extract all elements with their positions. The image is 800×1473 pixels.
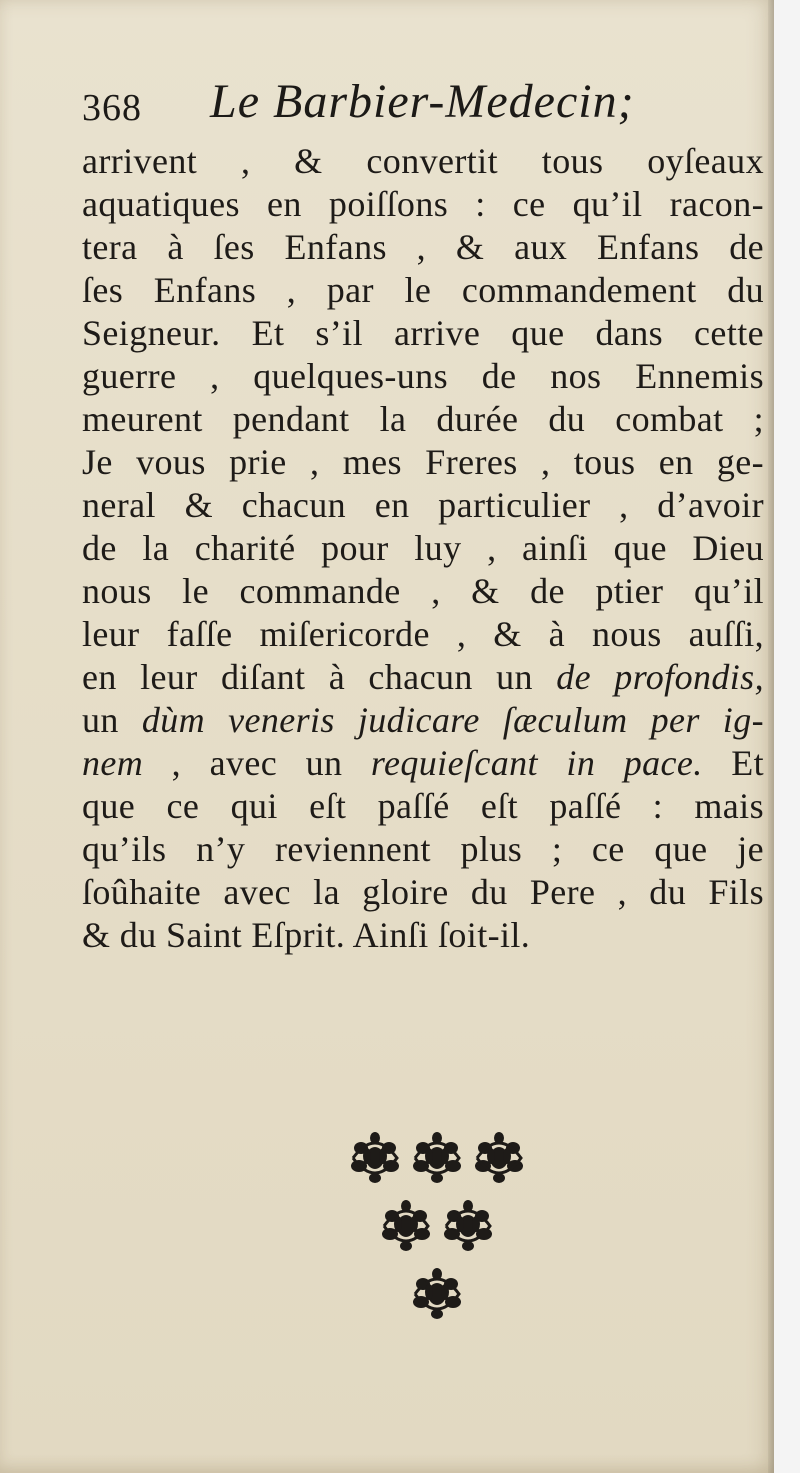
page-header [82,72,702,136]
text-line [82,441,764,484]
text-line [82,785,764,828]
text-segment: guerre , quelques-uns de nos Ennemis [82,356,764,396]
italic-text: nem [82,743,144,783]
text-line [82,828,764,871]
text-segment: , avec un [143,743,371,783]
text-line [82,570,764,613]
running-title: Le Barbier-Medecin; [210,75,635,128]
fleuron-ornament-icon [332,1120,542,1330]
fleuron-unit [413,1268,461,1319]
body-text [82,140,764,957]
text-segment: Et [702,743,764,783]
text-segment: ſoûhaite avec la gloire du Pere , du Fils [82,872,764,912]
italic-text: dùm veneris judicare ſæculum per ig- [141,700,764,740]
text-line [82,871,764,914]
text-line [82,312,764,355]
text-line [82,355,764,398]
text-segment: tera à ſes Enfans , & aux Enfans de [82,227,764,267]
text-line [82,656,764,699]
text-line [82,183,764,226]
text-line [82,527,764,570]
text-segment: en leur diſant à chacun un [82,657,557,697]
text-line [82,699,764,742]
text-line [82,140,764,183]
text-segment: nous le commande , & de ptier qu’il [82,571,764,611]
text-segment: Seigneur. Et s’il arrive que dans cette [82,313,764,353]
text-segment: ſes Enfans , par le commandement du [82,270,764,310]
text-segment: Je vous prie , mes Freres , tous en ge- [82,442,764,482]
text-segment: que ce qui eſt paſſé eſt paſſé : mais [82,786,764,826]
text-segment: & du Saint Eſprit. Ainſi ſoit-il. [82,915,531,955]
text-segment: qu’ils n’y reviennent plus ; ce que je [82,829,764,869]
text-segment: un [82,700,142,740]
text-line [82,742,764,785]
page-number: 368 [82,87,142,129]
text-segment: meurent pendant la durée du combat ; [82,399,764,439]
fleuron-unit [444,1200,492,1251]
italic-text: de profondis, [556,657,764,697]
text-line [82,484,764,527]
fleuron-unit [475,1132,523,1183]
text-line [82,398,764,441]
fleuron-unit [413,1132,461,1183]
text-segment: neral & chacun en particulier , d’avoir [82,485,764,525]
text-segment: arrivent , & convertit tous oyſeaux [82,141,764,181]
fleuron-unit [351,1132,399,1183]
text-line [82,226,764,269]
text-line [82,269,764,312]
text-segment: de la charité pour luy , ainſi que Dieu [82,528,764,568]
text-segment: leur faſſe miſericorde , & à nous auſſi, [82,614,764,654]
text-line [82,914,764,957]
text-segment: aquatiques en poiſſons : ce qu’il racon- [82,184,764,224]
italic-text: requieſcant in pace. [370,743,703,783]
fleuron-unit [382,1200,430,1251]
text-line [82,613,764,656]
page-edge [774,0,800,1473]
